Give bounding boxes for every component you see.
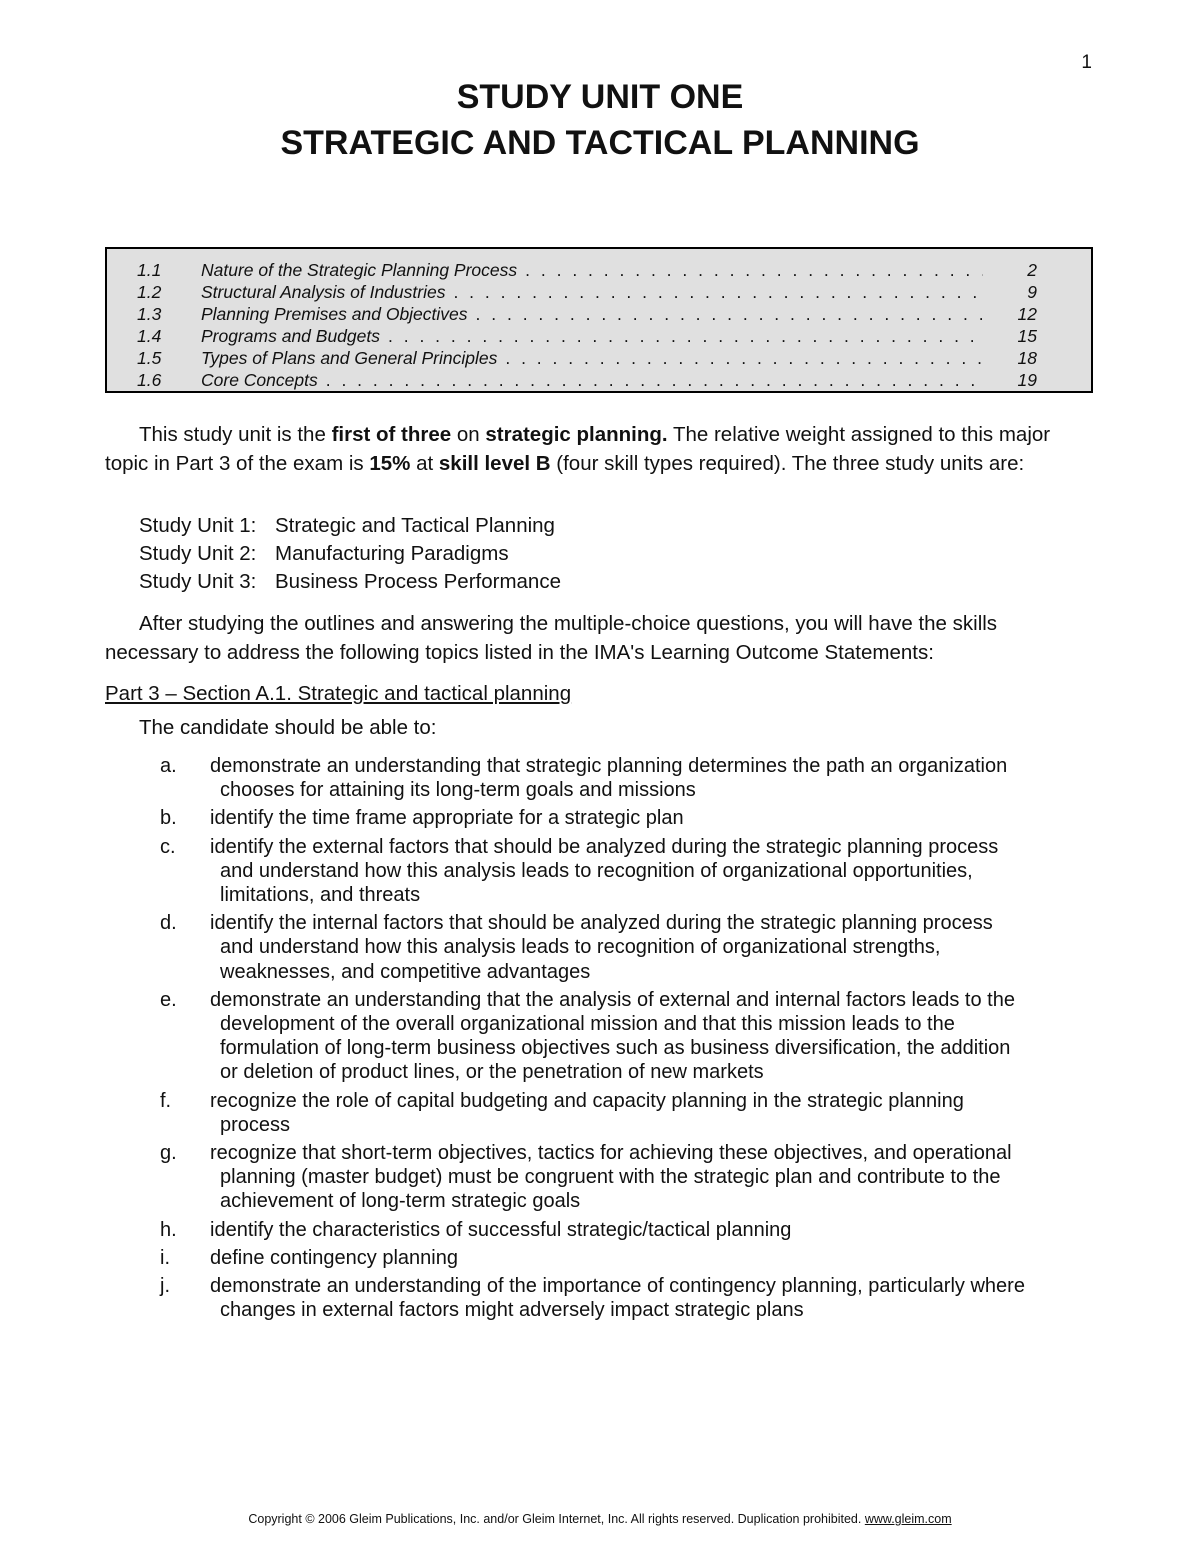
toc-leader-dots [326,370,983,391]
toc-number: 1.2 [137,282,162,302]
study-unit-list [139,512,561,596]
toc-leader-dots [525,260,983,281]
copyright-text: Copyright © 2006 Gleim Publications, Inc. and/or Gleim Internet, Inc. All rights reserved. Duplication prohibited. [248,1512,865,1526]
outcome-continuation: weaknesses, and competitive advantages [220,960,591,983]
table-of-contents [105,247,1093,393]
outcome-continuation: changes in external factors might adversely impact strategic plans [220,1299,804,1322]
toc-number: 1.5 [137,348,162,368]
intro-text: (four skill types required). The three study units are: [550,452,1025,475]
toc-title: Core Concepts [201,370,318,390]
intro-text: at [410,452,439,475]
gleim-link[interactable]: www.gleim.com [864,1512,952,1526]
outcome-letter: h. [160,1218,177,1241]
study-unit-name: Business Process Performance [275,570,561,593]
outcome-first-line: demonstrate an understanding that strategic planning determines the path an organization [210,755,1008,777]
page-number: 1 [1081,52,1092,73]
outcome-letter: g. [160,1142,177,1165]
outcome-letter: c. [160,835,176,858]
learning-outcomes [160,754,1120,1326]
title-block [0,74,1200,166]
study-unit-label: Study Unit 2: [139,542,257,565]
outcome-item [160,1089,1120,1137]
outcome-text [210,806,1120,830]
study-unit-row [139,568,561,596]
intro-paragraph [105,420,1095,478]
toc-page: 18 [1017,348,1037,368]
outcome-continuation: limitations, and threats [220,884,421,907]
outcome-text [210,1141,1120,1214]
toc-title: Planning Premises and Objectives [201,304,468,324]
outcome-text [210,1246,1120,1270]
title-line-2: STRATEGIC AND TACTICAL PLANNING [280,124,920,162]
title-line-1: STUDY UNIT ONE [456,78,744,116]
outcome-text [210,1218,1120,1242]
toc-title: Programs and Budgets [201,326,380,346]
outcome-text [210,911,1120,984]
outcome-first-line: recognize that short-term objectives, tactics for achieving these objectives, and operational [210,1142,1012,1165]
study-unit-label: Study Unit 3: [139,570,257,593]
outcome-continuation: formulation of long-term business objectives such as business diversification, the addition [220,1037,1011,1060]
toc-leader-dots [505,348,983,369]
toc-row [107,282,1091,304]
study-unit-row [139,512,561,540]
outcome-first-line: identify the time frame appropriate for a strategic plan [210,807,684,830]
toc-row [107,370,1091,392]
toc-leader-dots [476,304,983,325]
outcome-text [210,835,1120,908]
outcome-continuation: and understand how this analysis leads to recognition of organizational opportunities, [220,859,973,882]
toc-row [107,326,1091,348]
outcome-continuation: or deletion of product lines, or the penetration of new markets [220,1061,764,1084]
footer [0,1512,1200,1526]
toc-leader-dots [453,282,983,303]
toc-number: 1.4 [137,326,162,346]
outcome-item [160,1141,1120,1214]
outcome-first-line: define contingency planning [210,1246,458,1269]
study-unit-row [139,540,561,568]
outcome-item [160,754,1120,802]
outcome-first-line: recognize the role of capital budgeting and capacity planning in the strategic planning [210,1089,964,1112]
toc-page: 15 [1017,326,1037,346]
outcome-letter: a. [160,755,177,777]
outcome-continuation: development of the overall organizational mission and that this mission leads to the [220,1013,955,1036]
outcome-text [210,988,1120,1085]
outcome-letter: i. [160,1246,170,1269]
outcome-item [160,1274,1120,1322]
outcome-first-line: identify the external factors that should be analyzed during the strategic planning process [210,835,999,858]
outcome-item [160,806,1120,830]
toc-page: 19 [1017,370,1037,390]
outcome-item [160,988,1120,1085]
toc-leader-dots [388,326,983,347]
toc-number: 1.6 [137,370,162,390]
outcome-continuation: chooses for attaining its long-term goals and missions [220,779,696,802]
outcome-text [210,1089,1120,1137]
outcome-letter: j. [160,1275,170,1298]
intro-bold-weight: 15% [369,452,411,475]
outcome-item [160,1218,1120,1242]
toc-row [107,304,1091,326]
outcome-first-line: identify the internal factors that should be analyzed during the strategic planning process [210,912,993,935]
outcome-item [160,1246,1120,1270]
toc-page: 9 [1027,282,1037,302]
after-paragraph-text: After studying the outlines and answering the multiple-choice questions, you will have the skills necessary to address the following topics listed in the IMA's Learning Outcome Statements: [105,612,998,664]
after-paragraph [105,609,1095,667]
outcome-letter: d. [160,912,177,935]
outcome-first-line: demonstrate an understanding that the analysis of external and internal factors leads to the [210,988,1015,1011]
outcome-item [160,911,1120,984]
toc-row [107,260,1091,282]
toc-title: Structural Analysis of Industries [201,282,446,302]
outcome-item [160,835,1120,908]
outcome-continuation: and understand how this analysis leads to recognition of organizational strengths, [220,936,941,959]
toc-title: Types of Plans and General Principles [201,348,498,368]
candidate-intro: The candidate should be able to: [139,716,437,739]
intro-text: This study unit is the [139,423,332,446]
toc-page: 2 [1027,260,1037,280]
outcome-letter: e. [160,988,177,1011]
outcome-first-line: identify the characteristics of successful strategic/tactical planning [210,1218,792,1241]
outcome-text [210,1274,1120,1322]
outcome-letter: b. [160,807,177,830]
intro-bold-skill-level: skill level B [438,452,551,475]
toc-number: 1.3 [137,304,162,324]
intro-text: on [451,423,486,446]
outcome-continuation: achievement of long-term strategic goals [220,1190,581,1213]
outcome-continuation: planning (master budget) must be congruent with the strategic plan and contribute to the [220,1166,1001,1189]
toc-title: Nature of the Strategic Planning Process [201,260,518,280]
outcome-letter: f. [160,1089,172,1112]
outcome-text [210,754,1120,802]
study-unit-label: Study Unit 1: [139,514,257,537]
toc-row [107,348,1091,370]
outcome-continuation: process [220,1113,291,1136]
outcome-first-line: demonstrate an understanding of the importance of contingency planning, particularly where [210,1275,1025,1298]
study-unit-name: Strategic and Tactical Planning [275,514,555,537]
toc-number: 1.1 [137,260,162,280]
intro-text: The relative weight assigned to this major topic in Part 3 of the exam is [105,423,1051,475]
section-heading: Part 3 – Section A.1. Strategic and tactical planning [105,682,572,705]
intro-bold-strategic-planning: strategic planning. [485,423,668,446]
intro-bold-first-of-three: first of three [331,423,452,446]
toc-page: 12 [1017,304,1037,324]
study-unit-name: Manufacturing Paradigms [275,542,509,565]
